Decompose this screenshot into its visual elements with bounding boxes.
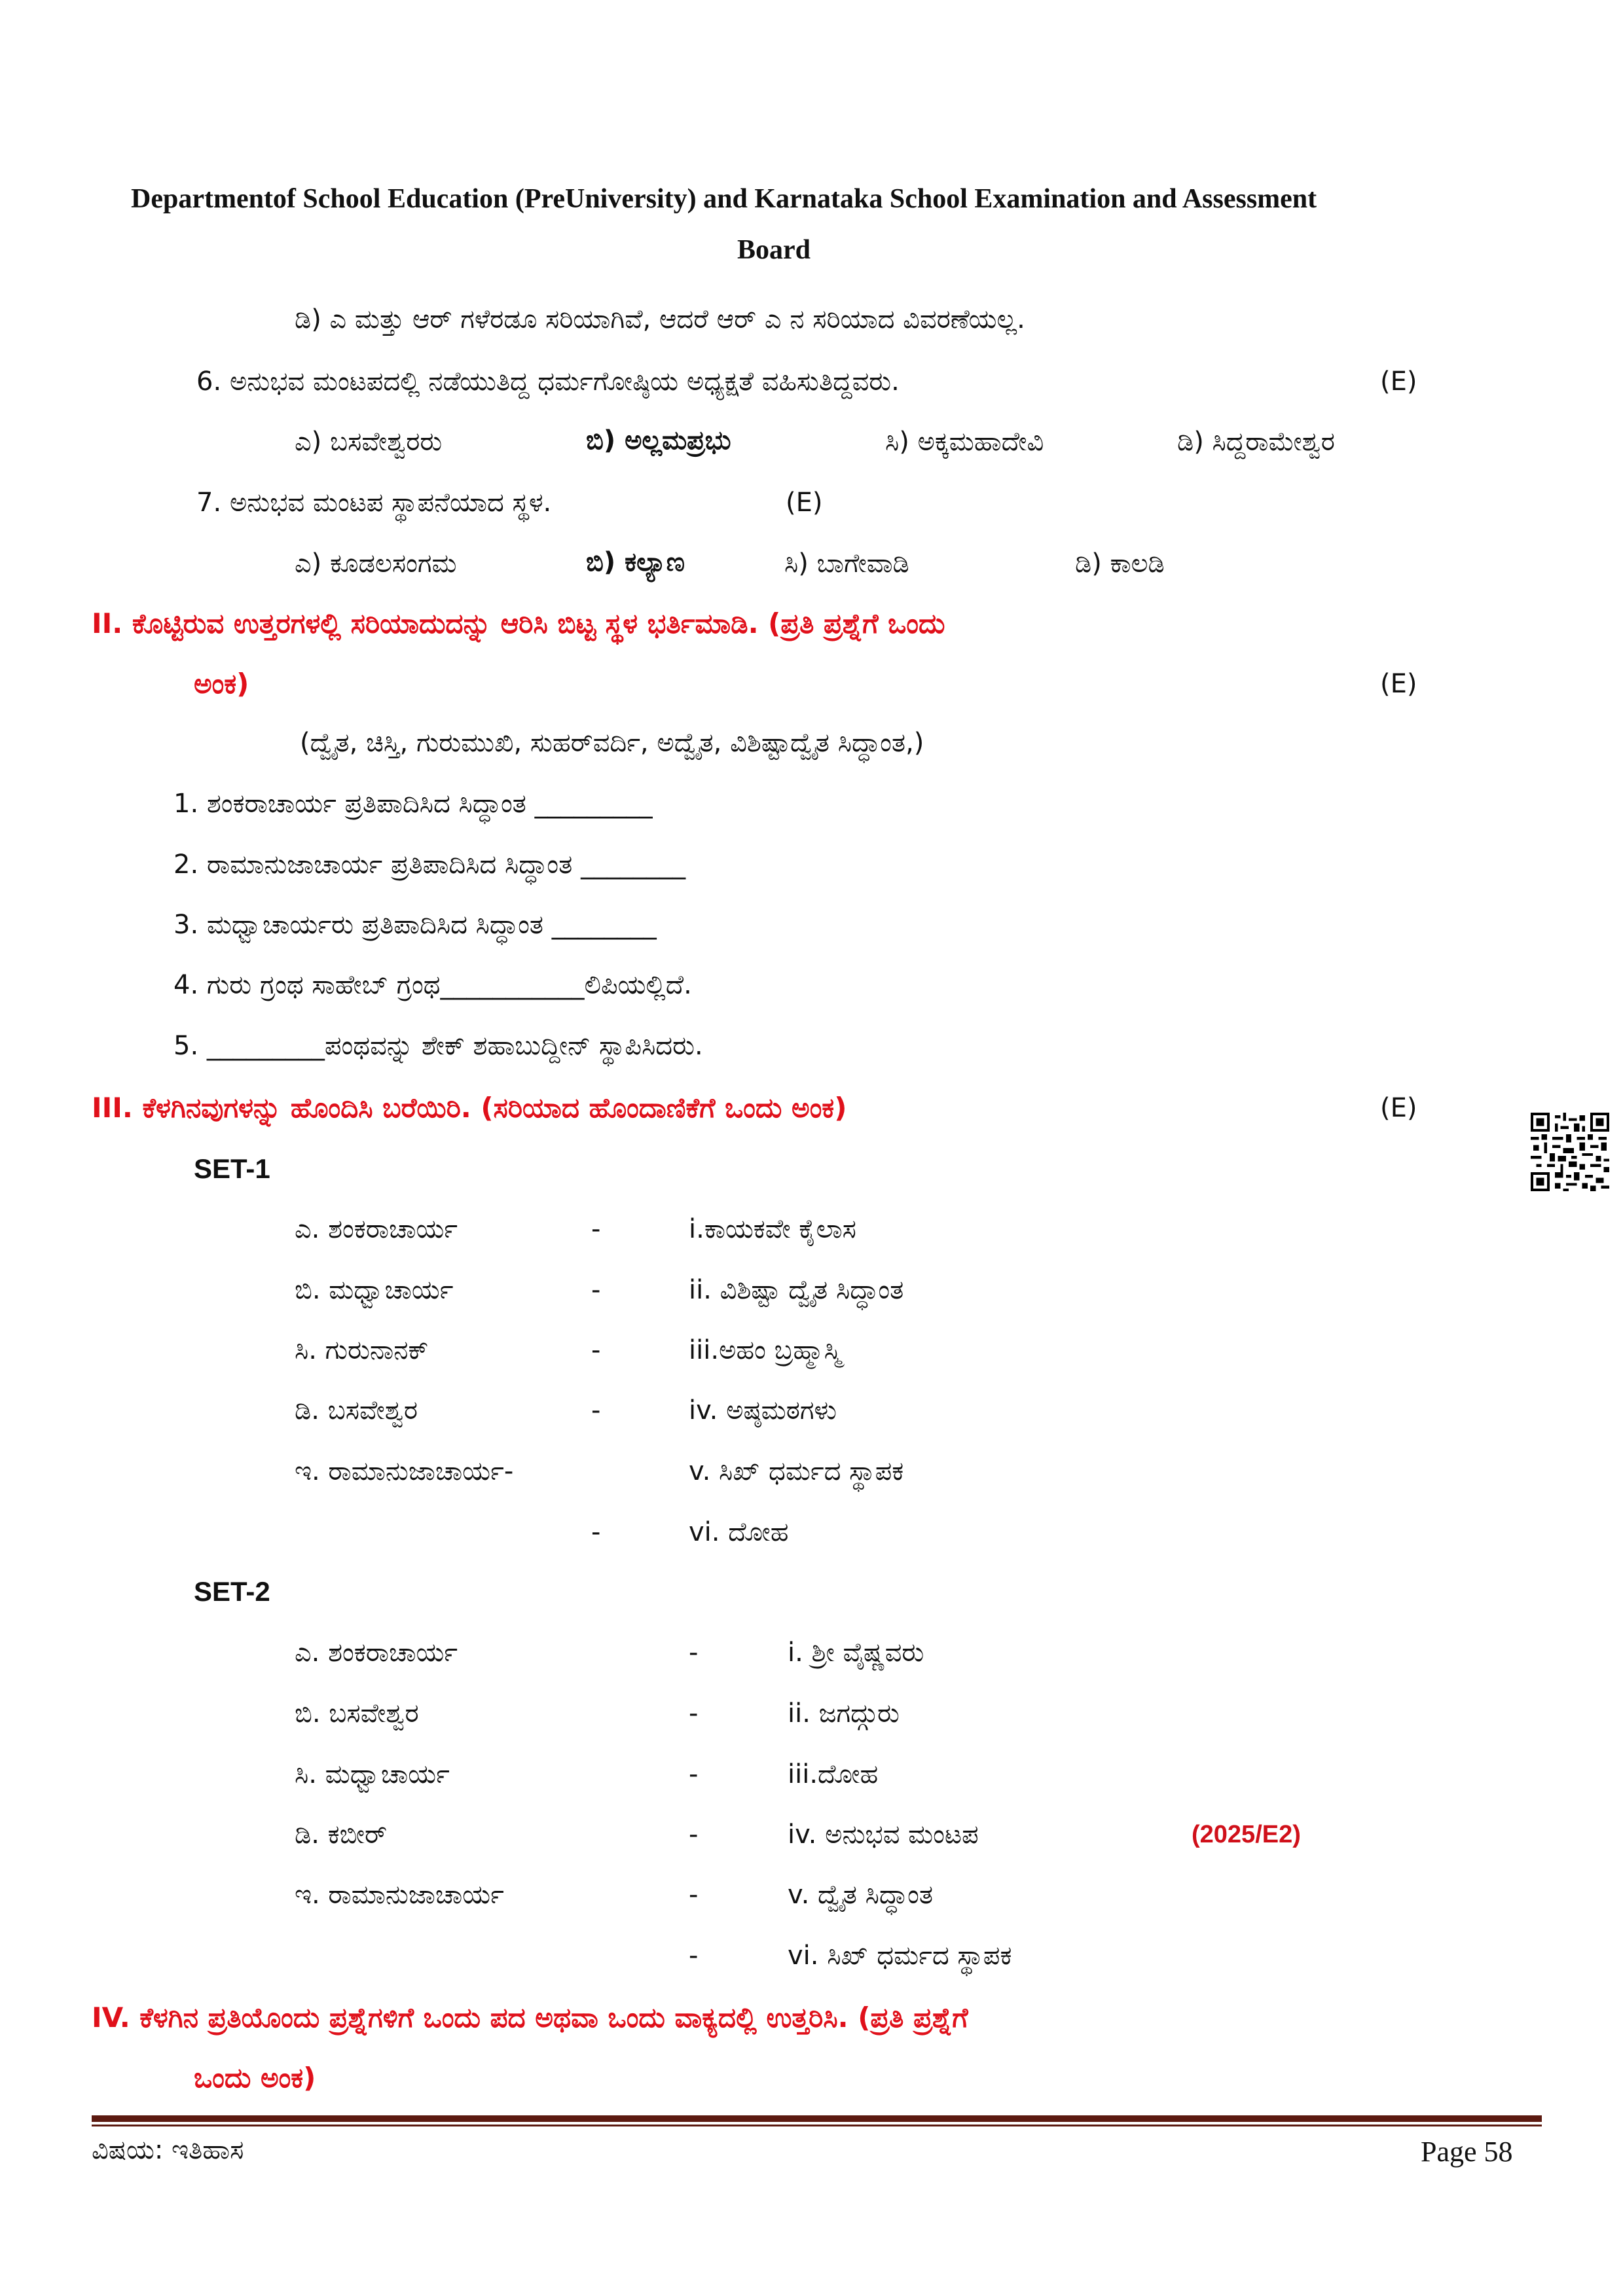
set2-dash-3: - [689,1759,699,1789]
set1-right-5: v. ಸಿಖ್ ಧರ್ಮದ ಸ್ಥಾಪಕ [689,1456,904,1486]
set2-right-4: iv. ಅನುಭವ ಮಂಟಪ [788,1820,979,1850]
set2-code: (2025/E2) [1192,1821,1301,1848]
set2-dash-1: - [689,1638,699,1668]
section2-item-4: 4. ಗುರು ಗ್ರಂಥ ಸಾಹೇಬ್ ಗ್ರಂಥ___________ಲಿಪಿಯಲ್ಲಿದೆ. [173,970,692,1000]
set1-right-6: vi. ದೋಹ [689,1517,789,1547]
footer-subject: ವಿಷಯ: ಇತಿಹಾಸ [92,2135,244,2165]
set1-left-5: ಇ. ರಾಮಾನುಜಾಚಾರ್ಯ- [295,1456,514,1486]
set2-dash-5: - [689,1880,699,1910]
set1-label: SET-1 [194,1153,270,1184]
set2-dash-4: - [689,1820,699,1850]
q6-level: (E) [1380,367,1417,397]
set2-right-2: ii. ಜಗದ್ಗುರು [788,1698,900,1729]
set2-left-4: ಡಿ. ಕಬೀರ್ [295,1820,388,1850]
qr-code-icon [1531,1113,1609,1191]
section2-choices: (ದ್ವೈತ, ಚಿಸ್ತಿ, ಗುರುಮುಖಿ, ಸುಹರ್‌ವರ್ದಿ, ಅದ್ವೈತ, ವಿಶಿಷ್ಟಾದ್ವೈತ ಸಿದ್ಧಾಂತ,) [300,728,924,758]
q7-option-d: ಡಿ) ಕಾಲಡಿ [1075,548,1165,579]
set2-left-2: ಬಿ. ಬಸವೇಶ್ವರ [295,1698,419,1729]
footer-rule-thin [92,2125,1542,2126]
q6-text: 6. ಅನುಭವ ಮಂಟಪದಲ್ಲಿ ನಡೆಯುತಿದ್ದ ಧರ್ಮಗೋಷ್ಠಿಯ ಅಧ್ಯಕ್ಷತೆ ವಹಿಸುತಿದ್ದವರು. [196,367,900,397]
set1-right-2: ii. ವಿಶಿಷ್ಟಾ ದ್ವೈತ ಸಿದ್ಧಾಂತ [689,1275,904,1305]
q6-option-d: ಡಿ) ಸಿದ್ದರಾಮೇಶ್ವರ [1177,427,1335,457]
set2-right-5: v. ದ್ವೈತ ಸಿದ್ಧಾಂತ [788,1880,934,1910]
q7-option-c: ಸಿ) ಬಾಗೇವಾಡಿ [784,548,909,579]
section3-level: (E) [1380,1093,1417,1123]
prev-option-d: ಡಿ) ಎ ಮತ್ತು ಆರ್ ಗಳೆರಡೂ ಸರಿಯಾಗಿವೆ, ಆದರೆ ಆರ್ ಎ ನ ಸರಿಯಾದ ವಿವರಣೆಯಲ್ಲ. [295,304,1025,334]
set1-dash-2: - [591,1275,601,1305]
section2-item-3: 3. ಮಧ್ವಾಚಾರ್ಯರು ಪ್ರತಿಪಾದಿಸಿದ ಸಿದ್ಧಾಂತ ________ [173,910,657,940]
section2-level: (E) [1380,669,1417,699]
set1-right-4: iv. ಅಷ್ಠಮಠಗಳು [689,1395,837,1426]
set2-left-1: ಎ. ಶಂಕರಾಚಾರ್ಯ [295,1638,458,1668]
set1-left-3: ಸಿ. ಗುರುನಾನಕ್ [295,1335,429,1365]
set2-dash-2: - [689,1698,699,1729]
q7-text: 7. ಅನುಭವ ಮಂಟಪ ಸ್ಥಾಪನೆಯಾದ ಸ್ಥಳ. [196,488,552,518]
section2-item-1: 1. ಶಂಕರಾಚಾರ್ಯ ಪ್ರತಿಪಾದಿಸಿದ ಸಿದ್ಧಾಂತ _________ [173,789,653,819]
header-line1: Departmentof School Education (PreUniversity) and Karnataka School Examination and Assessment [131,184,1317,214]
q7-level: (E) [786,488,823,518]
set1-left-2: ಬಿ. ಮಧ್ವಾಚಾರ್ಯ [295,1275,454,1305]
section2-item-2: 2. ರಾಮಾನುಜಾಚಾರ್ಯ ಪ್ರತಿಪಾದಿಸಿದ ಸಿದ್ಧಾಂತ ________ [173,850,686,880]
q6-option-a: ಎ) ಬಸವೇಶ್ವರರು [295,427,443,457]
set2-label: SET-2 [194,1576,270,1607]
q7-option-b: ಬಿ) ಕಲ್ಯಾಣ [586,547,685,577]
set2-dash-6: - [689,1941,699,1971]
footer-page-number: Page 58 [1421,2136,1513,2168]
footer-rule-thick [92,2115,1542,2122]
section3-title: III. ಕೆಳಗಿನವುಗಳನ್ನು ಹೊಂದಿಸಿ ಬರೆಯಿರಿ. (ಸರಿಯಾದ ಹೊಂದಾಣಿಕೆಗೆ ಒಂದು ಅಂಕ) [92,1092,847,1124]
set1-dash-4: - [591,1395,601,1426]
set2-left-3: ಸಿ. ಮಧ್ವಾಚಾರ್ಯ [295,1759,450,1789]
set2-right-3: iii.ದೋಹ [788,1759,879,1789]
set2-right-1: i. ಶ್ರೀ ವೈಷ್ಣವರು [788,1638,924,1668]
set2-left-5: ಇ. ರಾಮಾನುಜಾಚಾರ್ಯ [295,1880,504,1910]
q7-option-a: ಎ) ಕೂಡಲಸಂಗಮ [295,548,457,579]
section2-title-line2: ಅಂಕ) [194,668,249,700]
set2-right-6: vi. ಸಿಖ್ ಧರ್ಮದ ಸ್ಥಾಪಕ [788,1941,1012,1971]
q6-option-b: ಬಿ) ಅಲ್ಲಮಪ್ರಭು [586,425,731,456]
section4-title-line2: ಒಂದು ಅಂಕ) [194,2062,316,2094]
set1-dash-1: - [591,1214,601,1244]
section2-title-line1: II. ಕೊಟ್ಟಿರುವ ಉತ್ತರಗಳಲ್ಲಿ ಸರಿಯಾದುದನ್ನು ಆರಿಸಿ ಬಿಟ್ಟ ಸ್ಥಳ ಭರ್ತಿಮಾಡಿ. (ಪ್ರತಿ ಪ್ರಶ್ನೆಗೆ ಒಂದು [92,607,945,639]
set1-left-1: ಎ. ಶಂಕರಾಚಾರ್ಯ [295,1214,458,1244]
set1-dash-3: - [591,1335,601,1365]
header-line2: Board [737,235,811,265]
set1-left-4: ಡಿ. ಬಸವೇಶ್ವರ [295,1395,418,1426]
section2-item-5: 5. _________ಪಂಥವನ್ನು ಶೇಕ್ ಶಹಾಬುದ್ದೀನ್ ಸ್ಥಾಪಿಸಿದರು. [173,1031,703,1061]
q6-option-c: ಸಿ) ಅಕ್ಕಮಹಾದೇವಿ [885,427,1044,457]
set1-right-1: i.ಕಾಯಕವೇ ಕೈಲಾಸ [689,1214,856,1244]
set1-right-3: iii.ಅಹಂ ಬ್ರಹ್ಮಾಸ್ಮಿ [689,1335,842,1365]
section4-title-line1: IV. ಕೆಳಗಿನ ಪ್ರತಿಯೊಂದು ಪ್ರಶ್ನೆಗಳಿಗೆ ಒಂದು ಪದ ಅಥವಾ ಒಂದು ವಾಕ್ಯದಲ್ಲಿ ಉತ್ತರಿಸಿ. (ಪ್ರತಿ ಪ್ರಶ್ನೆಗೆ [92,2001,968,2034]
set1-dash-6: - [591,1517,601,1547]
